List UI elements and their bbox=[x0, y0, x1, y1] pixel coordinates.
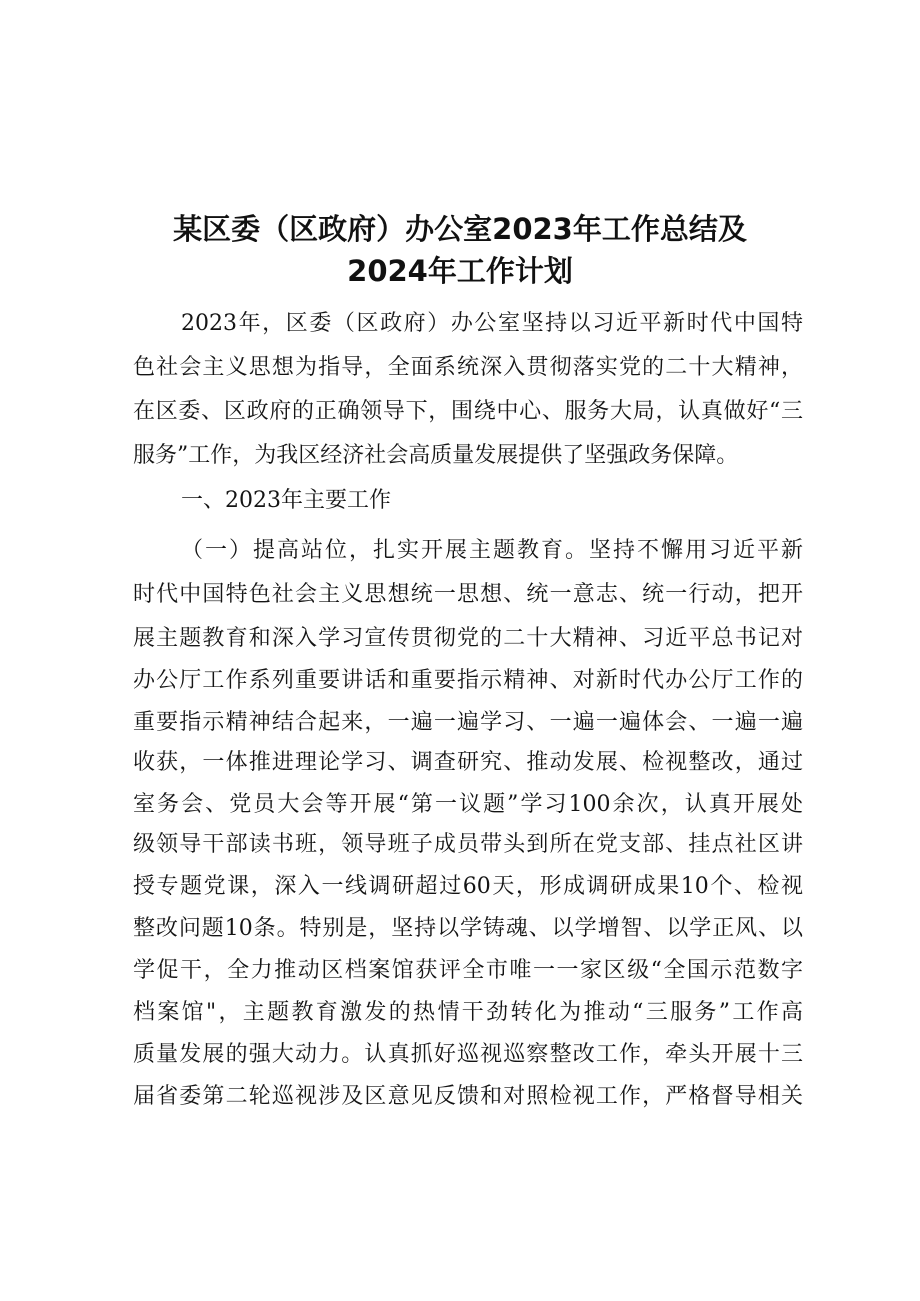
paragraph-line: 档案馆"，主题教育激发的热情干劲转化为推动“三服务”工作高 bbox=[133, 1000, 803, 1025]
intro-line: 在区委、区政府的正确领导下，围绕中心、服务大局，认真做好“三 bbox=[133, 399, 803, 424]
paragraph-line: 整改问题10条。特别是，坚持以学铸魂、以学增智、以学正风、以 bbox=[133, 916, 803, 941]
document-title-line-2: 2024年工作计划 bbox=[347, 254, 573, 288]
paragraph-line: 收获，一体推进理论学习、调查研究、推动发展、检视整改，通过 bbox=[133, 750, 803, 775]
paragraph-line: 办公厅工作系列重要讲话和重要指示精神、对新时代办公厅工作的 bbox=[133, 668, 803, 693]
paragraph-line: 展主题教育和深入学习宣传贯彻党的二十大精神、习近平总书记对 bbox=[133, 626, 803, 651]
paragraph-line: 级领导干部读书班，领导班子成员带头到所在党支部、挂点社区讲 bbox=[133, 832, 803, 857]
paragraph-line: 质量发展的强大动力。认真抓好巡视巡察整改工作，牵头开展十三 bbox=[133, 1042, 803, 1067]
paragraph-line: 届省委第二轮巡视涉及区意见反馈和对照检视工作，严格督导相关 bbox=[133, 1084, 803, 1109]
intro-line: 2023年，区委（区政府）办公室坚持以习近平新时代中国特 bbox=[181, 311, 803, 336]
paragraph-line: 重要指示精神结合起来，一遍一遍学习、一遍一遍体会、一遍一遍 bbox=[133, 710, 803, 735]
paragraph-line: （一）提高站位，扎实开展主题教育。坚持不懈用习近平新 bbox=[181, 538, 803, 563]
section-heading: 一、2023年主要工作 bbox=[181, 488, 391, 513]
intro-line: 色社会主义思想为指导，全面系统深入贯彻落实党的二十大精神， bbox=[133, 355, 803, 380]
paragraph-line: 授专题党课，深入一线调研超过60天，形成调研成果10个、检视 bbox=[133, 874, 803, 899]
intro-line: 服务”工作，为我区经济社会高质量发展提供了坚强政务保障。 bbox=[133, 443, 739, 468]
document-title-line-1: 某区委（区政府）办公室2023年工作总结及 bbox=[173, 212, 747, 246]
paragraph-line: 室务会、党员大会等开展“第一议题”学习100余次，认真开展处 bbox=[133, 792, 803, 817]
paragraph-line: 学促干，全力推动区档案馆获评全市唯一一家区级“全国示范数字 bbox=[133, 958, 803, 983]
paragraph-line: 时代中国特色社会主义思想统一思想、统一意志、统一行动，把开 bbox=[133, 582, 803, 607]
